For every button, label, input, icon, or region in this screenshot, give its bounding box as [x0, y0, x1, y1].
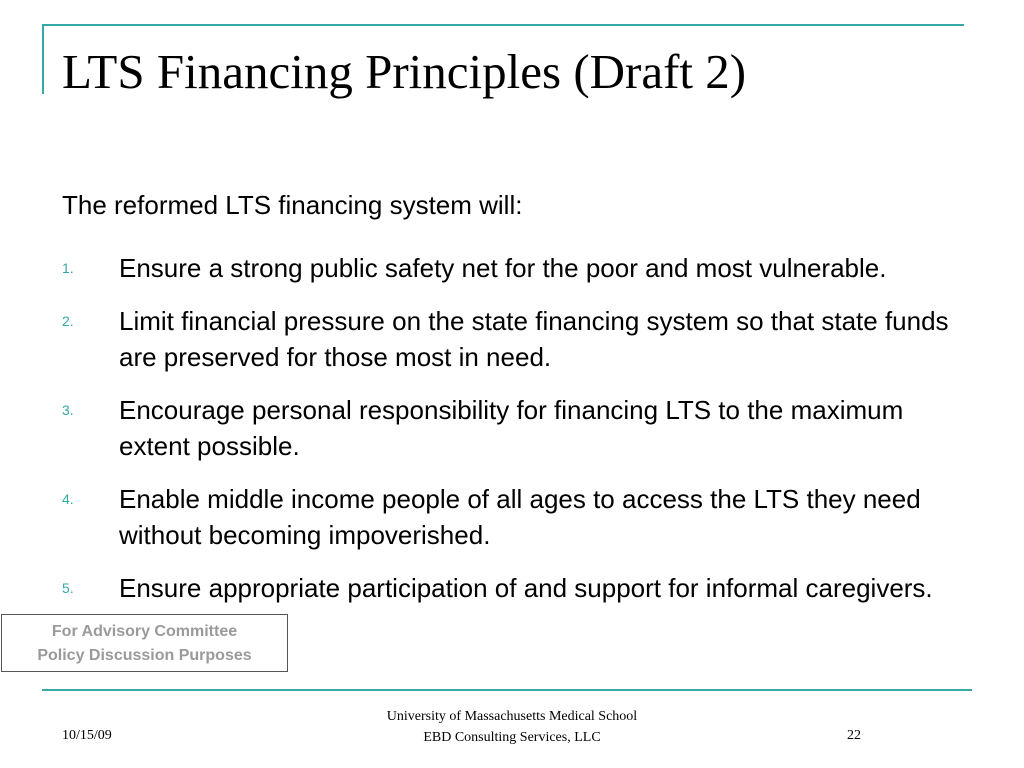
title-frame-left-line — [42, 24, 44, 94]
list-item — [62, 392, 972, 464]
advisory-watermark-box — [1, 614, 288, 672]
list-item-text: Limit financial pressure on the state financing system so that state funds are preserved for those most in need. — [119, 306, 949, 372]
slide-title: LTS Financing Principles (Draft 2) — [62, 44, 747, 99]
footer-date: 10/15/09 — [62, 728, 112, 743]
watermark-line-1: For Advisory Committee — [51, 623, 238, 640]
list-item — [62, 250, 972, 286]
list-item-number: 1. — [62, 260, 74, 276]
list-item — [62, 303, 972, 375]
list-item-number: 3. — [62, 402, 74, 418]
list-item-number: 4. — [62, 491, 74, 507]
principles-list — [62, 250, 972, 623]
list-item-text: Ensure appropriate participation of and support for informal caregivers. — [119, 573, 933, 603]
list-item — [62, 481, 972, 553]
footer-organization — [312, 706, 712, 748]
title-frame-top-line — [42, 24, 964, 26]
footer-org-line-2: EBD Consulting Services, LLC — [423, 730, 601, 745]
list-item-number: 2. — [62, 313, 74, 329]
list-item-text: Enable middle income people of all ages to access the LTS they need without becoming impoverished. — [119, 484, 921, 550]
watermark-line-2: Policy Discussion Purposes — [37, 647, 252, 664]
list-item — [62, 570, 972, 606]
footer-divider — [42, 689, 972, 691]
list-item-number: 5. — [62, 580, 74, 596]
list-item-text: Ensure a strong public safety net for the poor and most vulnerable. — [119, 253, 887, 283]
intro-text: The reformed LTS financing system will: — [62, 190, 523, 220]
list-item-text: Encourage personal responsibility for financing LTS to the maximum extent possible. — [119, 395, 904, 461]
footer-page-number: 22 — [847, 728, 861, 743]
footer-org-line-1: University of Massachusetts Medical School — [386, 709, 638, 724]
